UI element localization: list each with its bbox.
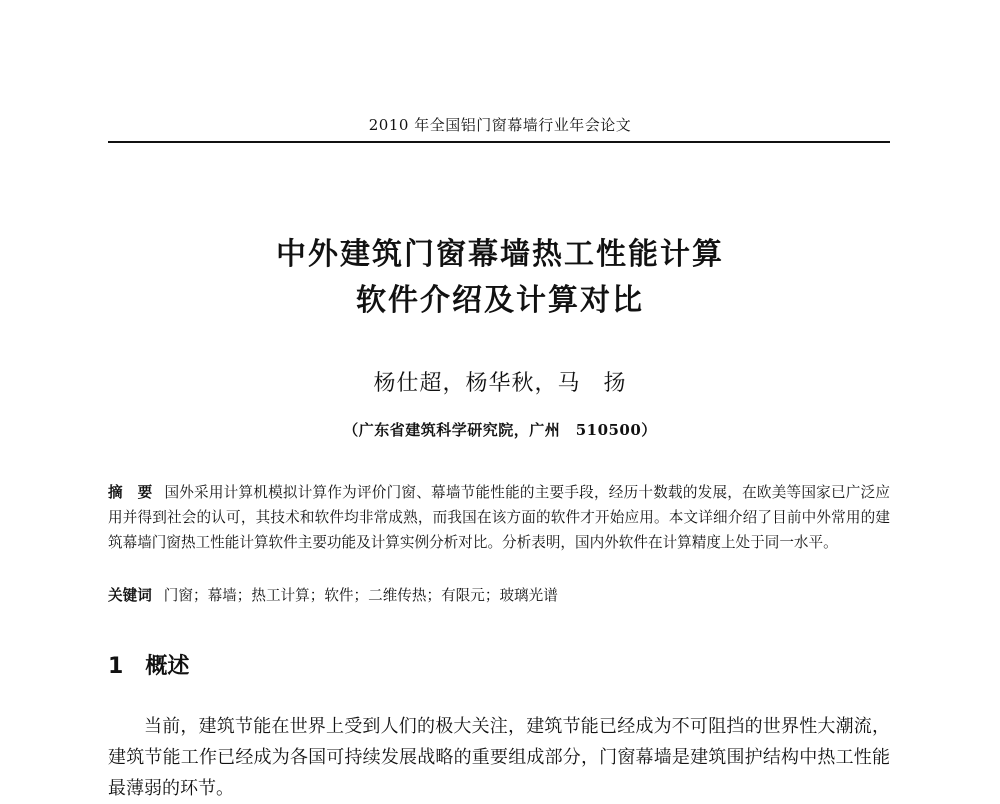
paper-title	[0, 232, 1000, 324]
body-paragraph: 当前，建筑节能在世界上受到人们的极大关注，建筑节能已经成为不可阻挡的世界性大潮流，建筑节能工作已经成为各国可持续发展战略的重要组成部分，门窗幕墙是建筑围护结构中热工性能最薄弱的环节。	[108, 716, 890, 799]
section-title: 概述	[145, 654, 190, 679]
title-line-2: 软件介绍及计算对比	[356, 283, 644, 318]
abstract	[108, 480, 890, 555]
header-rule	[108, 141, 890, 143]
keywords-text: 门窗；幕墙；热工计算；软件；二维传热；有限元；玻璃光谱	[163, 587, 558, 604]
abstract-label: 摘 要	[108, 484, 153, 501]
title-line-1: 中外建筑门窗幕墙热工性能计算	[276, 237, 724, 272]
keywords-label: 关键词	[108, 587, 152, 604]
running-header: 2010 年全国铝门窗幕墙行业年会论文	[368, 116, 632, 134]
affiliation: （广东省建筑科学研究院，广州 510500）	[343, 421, 657, 439]
keywords	[108, 583, 890, 608]
section-number: 1	[108, 654, 124, 679]
authors: 杨仕超，杨华秋，马 扬	[373, 371, 627, 396]
section-heading	[108, 649, 189, 680]
abstract-text: 国外采用计算机模拟计算作为评价门窗、幕墙节能性能的主要手段，经历十数载的发展，在欧美等国家已广泛应用并得到社会的认可，其技术和软件均非常成熟，而我国在该方面的软件才开始应用。本文详细介绍了目前中外常用的建筑幕墙门窗热工性能计算软件主要功能及计算实例分析对比。分析表明，国内外软件在计算精度上处于同一水平。	[108, 484, 890, 551]
